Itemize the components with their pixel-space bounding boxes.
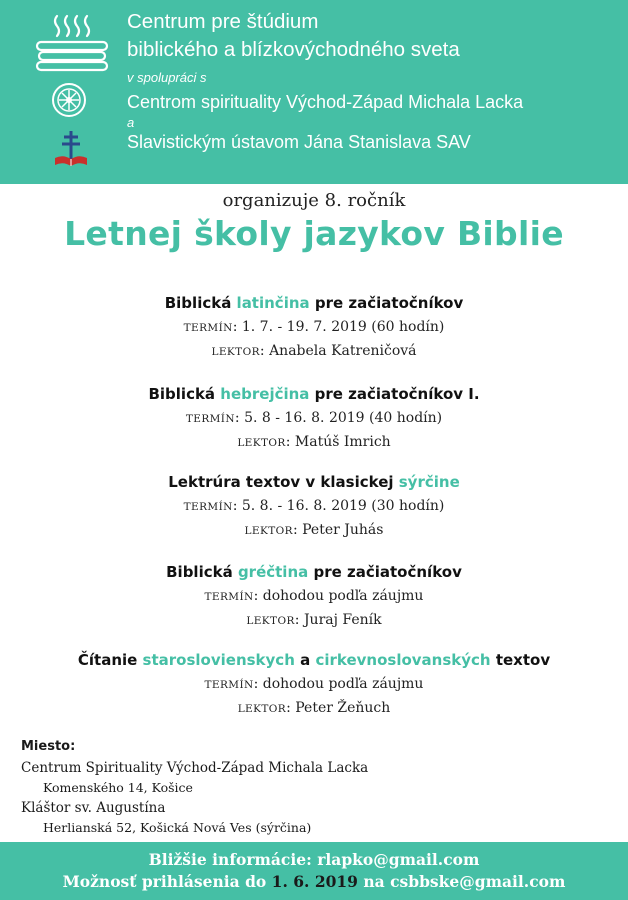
course-lecturer: LEKTOR: Matúš Imrich — [237, 434, 391, 450]
course-syriac — [0, 470, 628, 542]
header-and: a — [127, 115, 135, 130]
course-lecturer: LEKTOR: Juraj Feník — [246, 612, 382, 628]
header-title-line1: Centrum pre štúdium — [127, 10, 319, 33]
place-address2: Herlianská 52, Košická Nová Ves (sýrčina) — [43, 820, 312, 835]
course-greek — [0, 560, 628, 632]
place-venue2: Kláštor sv. Augustína — [21, 800, 166, 816]
place-heading: Miesto: — [21, 739, 76, 754]
cross-book-logo-icon — [51, 128, 91, 168]
header-cooperation: v spolupráci s — [127, 70, 207, 85]
course-lecturer: LEKTOR: Peter Juhás — [244, 522, 384, 538]
course-slavonic — [0, 648, 628, 720]
intro-text: organizuje 8. ročník — [222, 190, 406, 211]
header-partner2: Slavistickým ústavom Jána Stanislava SAV — [127, 132, 471, 152]
footer-register-date: 1. 6. 2019 — [271, 872, 358, 891]
course-title: Biblická gréčtina pre začiatočníkov — [166, 563, 462, 581]
header-partner1: Centrom spirituality Východ-Západ Michala Lacka — [127, 92, 524, 112]
course-hebrew — [0, 382, 628, 454]
footer-info: Bližšie informácie: rlapko@gmail.com — [148, 850, 480, 869]
course-term: TERMÍN: 5. 8. - 16. 8. 2019 (30 hodín) — [183, 498, 445, 514]
place-venue1: Centrum Spirituality Východ-Západ Michala Lacka — [21, 760, 369, 776]
course-title: Biblická latinčina pre začiatočníkov — [164, 294, 464, 312]
course-term: TERMÍN: dohodou podľa záujmu — [204, 676, 424, 692]
footer-register: Možnosť prihlásenia do 1. 6. 2019 na csbbske@gmail.com — [62, 872, 566, 891]
course-title: Lektrúra textov v klasickej sýrčine — [168, 473, 460, 491]
course-lecturer: LEKTOR: Anabela Katreničová — [211, 343, 417, 359]
course-title: Biblická hebrejčina pre začiatočníkov I. — [148, 385, 480, 403]
header-banner — [0, 0, 628, 184]
course-latin — [0, 291, 628, 363]
course-term: TERMÍN: dohodou podľa záujmu — [204, 588, 424, 604]
circle-emblem-icon — [51, 82, 87, 118]
page-title: Letnej školy jazykov Biblie — [64, 214, 564, 253]
place-section — [21, 736, 601, 838]
course-term: TERMÍN: 1. 7. - 19. 7. 2019 (60 hodín) — [183, 319, 445, 335]
course-term: TERMÍN: 5. 8 - 16. 8. 2019 (40 hodín) — [185, 410, 443, 426]
course-lecturer: LEKTOR: Peter Žeňuch — [237, 700, 391, 716]
place-address1: Komenského 14, Košice — [43, 780, 193, 795]
books-logo-icon — [33, 12, 111, 74]
header-title-line2: biblického a blízkovýchodného sveta — [127, 38, 460, 61]
course-title: Čítanie staroslovienskych a cirkevnoslovanských textov — [77, 651, 551, 669]
footer-banner — [0, 842, 628, 900]
